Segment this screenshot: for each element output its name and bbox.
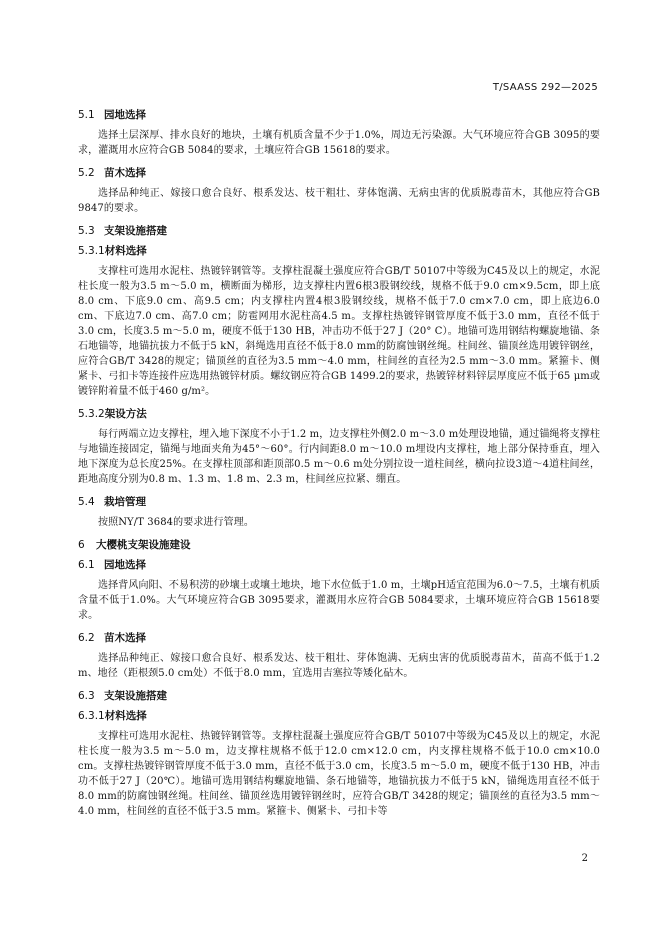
section-heading [78,244,600,258]
section-title: 大樱桃支架设施建设 [96,539,191,551]
section [78,166,600,224]
section-heading [78,709,600,723]
section-heading [78,407,600,421]
section [78,407,600,495]
section-title: 支架设施搭建 [104,225,167,237]
section-title: 园地选择 [104,109,146,121]
paragraph: 支撑柱可选用水泥柱、热镀锌钢管等。支撑柱混凝土强度应符合GB/T 50107中等级为C45及以上的规定，水泥柱长度一般为3.5 m～5.0 m，横断面为梯形，边支撑柱内置6根3股钢绞线，规格不低于9.0 cm×9.5cm，即上底8.0 cm、下底9.0 cm、高9.5 cm；内支撑柱内置4根3股钢绞线，规格不低于7.0 cm×7.0 cm，即上底边6.0 cm、下底边7.0 cm、高7.0 cm；防雹网用水泥柱高4.5 m。支撑柱热镀锌钢管厚度不低于3.0 mm，直径不低于3.0 cm，长度3.5 m～5.0 m，硬度不低于130 HB，冲击功不低于27 J（20° C）。地锚可选用钢结构螺旋地锚、条石地锚等，地锚抗拔力不低于5 kN，斜绳选用直径不低于8.0 mm的防腐蚀钢丝绳。柱间丝、锚顶丝选用镀锌钢丝，应符合GB/T 3428的规定；锚顶丝的直径为3.5 mm～4.0 mm，柱间丝的直径为2.5 mm～3.0 mm。紧箍卡、侧紧卡、弓扣卡等连接件应选用热镀锌材质。螺纹钢应符合GB 1499.2的要求，热镀锌材料锌层厚度应不低于65 μm或镀锌附着量不低于460 g/m²。 [78,266,600,397]
section-heading [78,631,600,645]
section-number: 5.1 [78,109,95,121]
section-number: 6.1 [78,559,95,571]
section-number: 6.3.1 [78,710,105,722]
standard-code: T/SAASS 292—2025 [492,82,598,93]
section [78,495,600,538]
section [78,709,600,827]
section-title: 架设方法 [104,408,147,420]
section-heading [78,166,600,180]
section [78,538,600,558]
paragraph: 每行两端立边支撑柱，埋入地下深度不小于1.2 m，边支撑柱外侧2.0 m～3.0 m处理设地锚，通过锚绳将支撑柱与地锚连接固定，锚绳与地面夹角为45°～60°。行内间距8.0 m～10.0 m埋设内支撑柱，地上部分保持垂直，埋入地下深度为总长度25%。在支撑柱顶部和距顶部0.5 m～0.6 m处分别拉设一道柱间丝，横向拉设3道～4道柱间丝，距地高度分别为0.8 m、1.3 m、1.8 m、2.3 m，柱间丝应拉紧、绷直。 [78,429,600,485]
section [78,244,600,407]
paragraph: 选择土层深厚、排水良好的地块，土壤有机质含量不少于1.0%，周边无污染源。大气环境应符合GB 3095的要求，灌溉用水应符合GB 5084的要求，土壤应符合GB 15618的要求。 [78,130,600,156]
section-number: 5.3.1 [78,245,105,257]
section-heading [78,538,600,552]
section-title: 材料选择 [104,245,147,257]
section-number: 5.3.2 [78,408,105,420]
section-heading [78,495,600,509]
section-title: 园地选择 [104,559,146,571]
section-number: 6.2 [78,632,95,644]
section-heading [78,224,600,238]
section-heading [78,108,600,122]
section-title: 苗木选择 [104,167,146,179]
section-title: 苗木选择 [104,632,146,644]
section-title: 栽培管理 [104,496,146,508]
paragraph: 支撑柱可选用水泥柱、热镀锌钢管等。支撑柱混凝土强度应符合GB/T 50107中等级为C45及以上的规定，水泥柱长度一般为3.5 m～5.0 m，边支撑柱规格不低于12.0 cm×12.0 cm，内支撑柱规格不低于10.0 cm×10.0 cm。支撑柱热镀锌钢管厚度不低于3.0 mm，直径不低于3.0 cm，长度3.5 m～5.0 m，硬度不低于130 HB，冲击功不低于27 J（20℃）。地锚可选用钢结构螺旋地锚、条石地锚等，地锚抗拔力不低于5 kN，锚绳选用直径不低于8.0 mm的防腐蚀钢丝绳。柱间丝、锚顶丝选用镀锌钢丝时，应符合GB/T 3428的规定；锚顶丝的直径为3.5 mm～4.0 mm，柱间丝的直径不低于3.5 mm。紧箍卡、侧紧卡、弓扣卡等 [78,731,600,817]
paragraph: 选择品种纯正、嫁接口愈合良好、根系发达、枝干粗壮、芽体饱满、无病虫害的优质脱毒苗木，苗高不低于1.2 m、地径（距根颈5.0 cm处）不低于8.0 mm，宜选用吉塞拉等矮化砧木。 [78,653,600,679]
paragraph: 按照NY/T 3684的要求进行管理。 [98,517,254,528]
section-number: 6.3 [78,690,95,702]
paragraph: 选择背风向阳、不易积涝的砂壤土或壤土地块，地下水位低于1.0 m，土壤pH适宜范围为6.0～7.5，土壤有机质含量不低于1.0%。大气环境应符合GB 3095要求，灌溉用水应符合GB 5084要求，土壤环境应符合GB 15618要求。 [78,580,600,621]
paragraph: 选择品种纯正、嫁接口愈合良好、根系发达、枝干粗壮、芽体饱满、无病虫害的优质脱毒苗木，其他应符合GB 9847的要求。 [78,188,600,214]
section-title: 支架设施搭建 [104,690,167,702]
section-number: 5.3 [78,225,95,237]
section-title: 材料选择 [104,710,147,722]
section-heading [78,558,600,572]
section-heading [78,689,600,703]
page-number: 2 [581,853,588,864]
document-body [78,108,600,827]
section [78,108,600,166]
section-number: 5.4 [78,496,95,508]
section [78,689,600,709]
section-number: 5.2 [78,167,95,179]
section-number: 6 [78,539,85,551]
section [78,224,600,244]
section [78,631,600,689]
section [78,558,600,631]
